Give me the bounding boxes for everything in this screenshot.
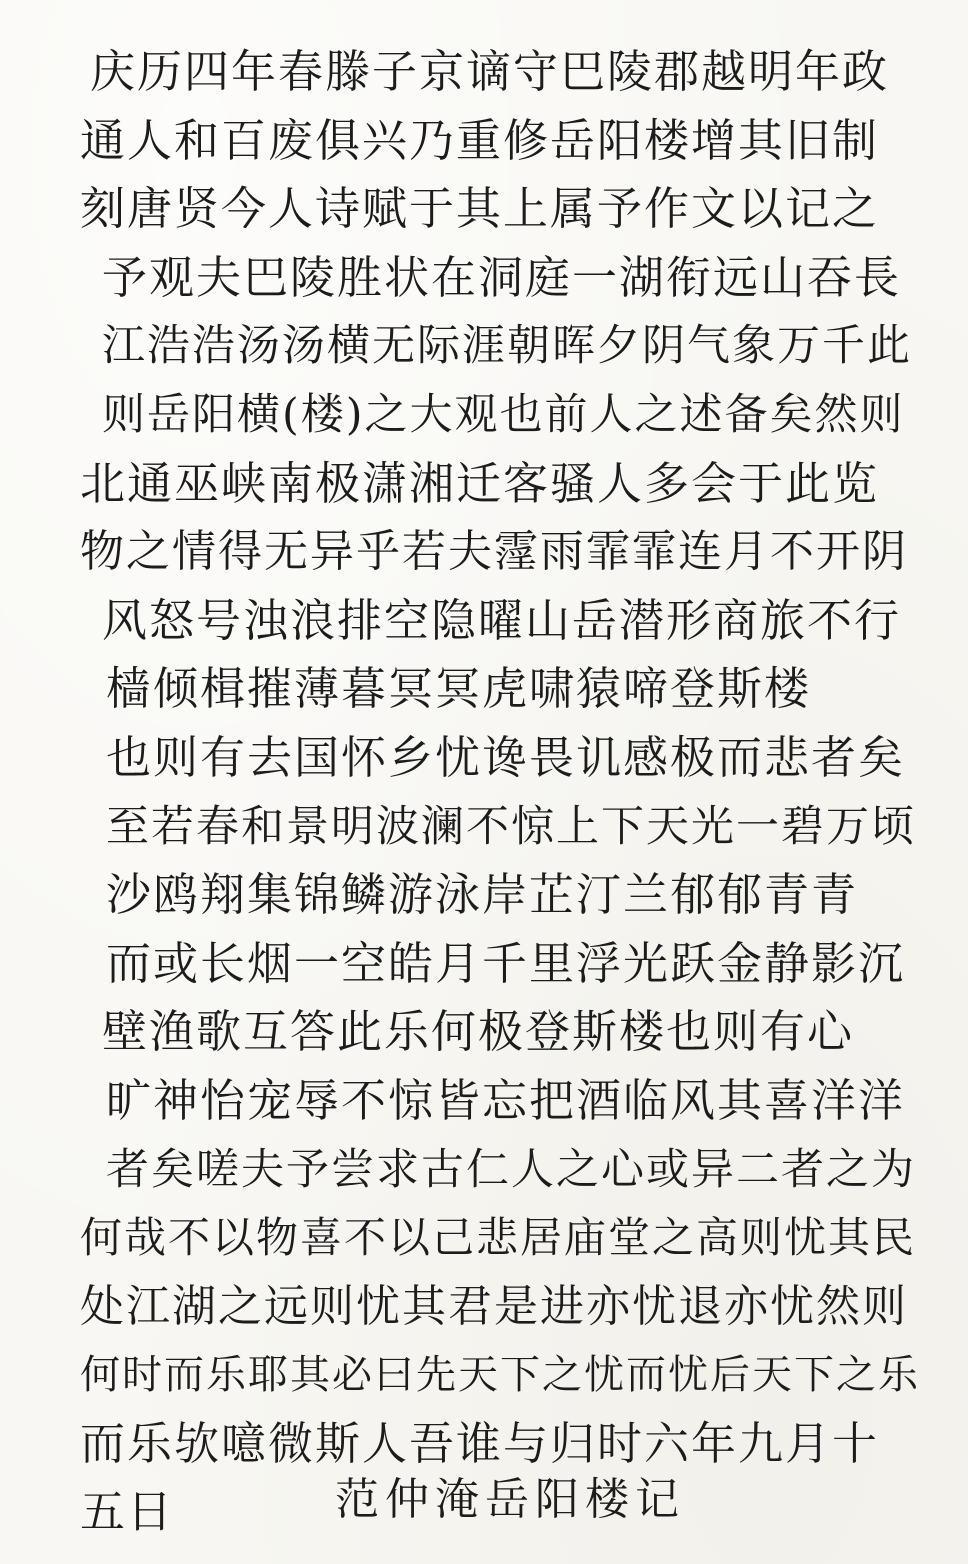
calligraphy-text-block <box>80 38 920 1547</box>
author-title-signature: 范仲淹岳阳楼记 <box>335 1474 685 1525</box>
text-line-21: 而乐欤噫微斯人吾谁与归时六年九月十 <box>80 1416 880 1470</box>
text-line-17: 者矣嗟夫予尝求古仁人之心或异二者之为 <box>106 1144 916 1195</box>
text-line-12: 至若春和景明波澜不惊上下天光一碧万顷 <box>106 801 916 852</box>
text-line-6: 则岳阳横(楼)之大观也前人之述备矣然则 <box>102 389 905 440</box>
text-line-16: 旷神怡宠辱不惊皆忘把酒临风其喜洋洋 <box>106 1073 906 1127</box>
text-line-14: 而或长烟一空皓月千里浮光跃金静影沉 <box>106 936 906 990</box>
text-line-4: 予观夫巴陵胜状在洞庭一湖衔远山吞長 <box>102 250 902 304</box>
text-line-9: 风怒号浊浪排空隐曜山岳潜形商旅不行 <box>102 593 902 647</box>
text-line-19: 处江湖之远则忧其君是进亦忧退亦忧然则 <box>80 1280 908 1332</box>
text-line-11: 也则有去国怀乡忧谗畏讥感极而悲者矣 <box>106 730 906 784</box>
text-line-13: 沙鸥翔集锦鳞游泳岸芷汀兰郁郁青青 <box>106 868 859 922</box>
text-line-10: 樯倾楫摧薄暮冥冥虎啸猿啼登斯楼 <box>106 662 812 716</box>
text-line-8: 物之情得无异乎若夫霪雨霏霏连月不开阴 <box>80 526 908 578</box>
text-line-18: 何哉不以物喜不以己悲居庙堂之高则忧其民 <box>80 1213 917 1263</box>
text-line-3: 刻唐贤今人诗赋于其上属予作文以记之 <box>80 182 880 236</box>
text-line-5: 江浩浩汤汤横无际涯朝晖夕阴气象万千此 <box>102 321 912 372</box>
text-line-1: 庆历四年春滕子京谪守巴陵郡越明年政 <box>90 45 890 98</box>
text-line-2: 通人和百废俱兴乃重修岳阳楼增其旧制 <box>80 113 880 167</box>
text-line-15: 壁渔歌互答此乐何极登斯楼也则有心 <box>102 1005 855 1059</box>
text-line-20: 何时而乐耶其必曰先天下之忧而忧后天下之乐 <box>80 1352 920 1399</box>
text-line-7: 北通巫峡南极潇湘迁客骚人多会于此览 <box>80 456 880 510</box>
text-line-22: 五日 <box>80 1485 175 1539</box>
